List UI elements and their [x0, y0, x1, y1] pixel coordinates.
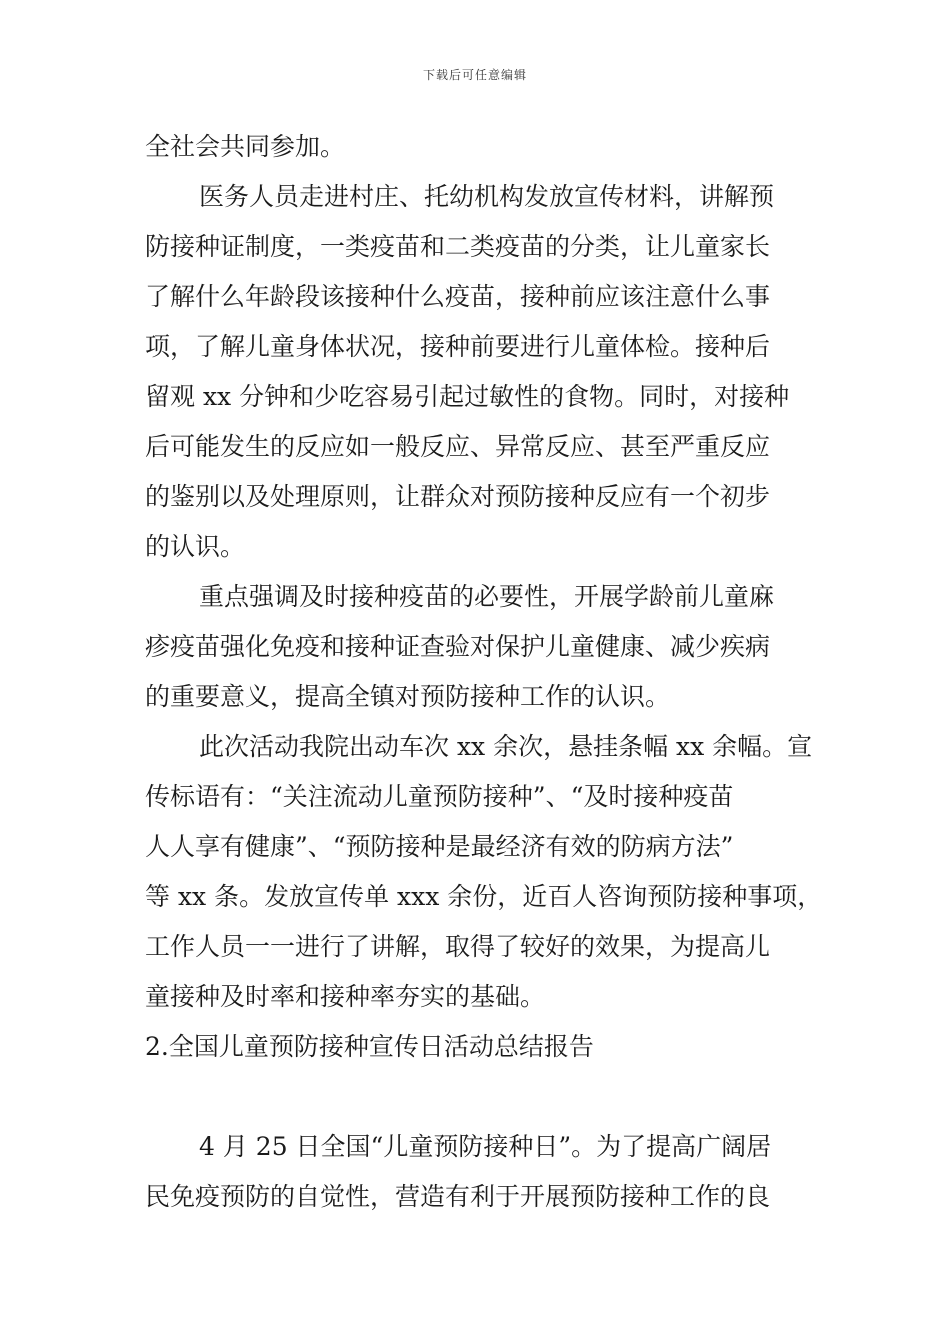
blank-line	[145, 1072, 810, 1122]
paragraph-line: 项，了解儿童身体状况，接种前要进行儿童体检。接种后	[145, 332, 771, 361]
paragraph-line: 人人享有健康”、“预防接种是最经济有效的防病方法”	[145, 832, 734, 861]
paragraph-line: 等 xx 条。发放宣传单 xxx 余份，近百人咨询预防接种事项，	[145, 882, 823, 911]
paragraph-line: 全社会共同参加。	[145, 132, 346, 161]
paragraph-line: 工作人员一一进行了讲解，取得了较好的效果，为提高儿	[145, 932, 771, 961]
paragraph-line: 此次活动我院出动车次 xx 余次，悬挂条幅 xx 余幅。宣	[199, 732, 813, 761]
paragraph-line: 童接种及时率和接种率夯实的基础。	[145, 982, 546, 1011]
paragraph-line: 留观 xx 分钟和少吃容易引起过敏性的食物。同时，对接种	[145, 382, 790, 411]
paragraph-line: 传标语有：“关注流动儿童预防接种”、“及时接种疫苗	[145, 782, 734, 811]
paragraph-line: 防接种证制度，一类疫苗和二类疫苗的分类，让儿童家长	[145, 232, 771, 261]
paragraph-line: 医务人员走进村庄、托幼机构发放宣传材料，讲解预	[199, 182, 775, 211]
paragraph-line: 了解什么年龄段该接种什么疫苗，接种前应该注意什么事	[145, 282, 771, 311]
paragraph-line: 的认识。	[145, 532, 246, 561]
document-body	[145, 122, 823, 1222]
paragraph-line: 重点强调及时接种疫苗的必要性，开展学龄前儿童麻	[199, 582, 775, 611]
paragraph-line: 后可能发生的反应如一般反应、异常反应、甚至严重反应	[145, 432, 771, 461]
paragraph-line: 4 月 25 日全国“儿童预防接种日”。为了提高广阔居	[199, 1132, 772, 1161]
paragraph-line: 疹疫苗强化免疫和接种证查验对保护儿童健康、减少疾病	[145, 632, 771, 661]
section-heading: 2.全国儿童预防接种宣传日活动总结报告	[145, 1032, 594, 1061]
page-header: 下载后可任意编辑	[422, 68, 527, 82]
paragraph-line: 民免疫预防的自觉性，营造有利于开展预防接种工作的良	[145, 1182, 771, 1211]
paragraph-line: 的重要意义，提高全镇对预防接种工作的认识。	[145, 682, 671, 711]
paragraph-line: 的鉴别以及处理原则，让群众对预防接种反应有一个初步	[145, 482, 771, 511]
